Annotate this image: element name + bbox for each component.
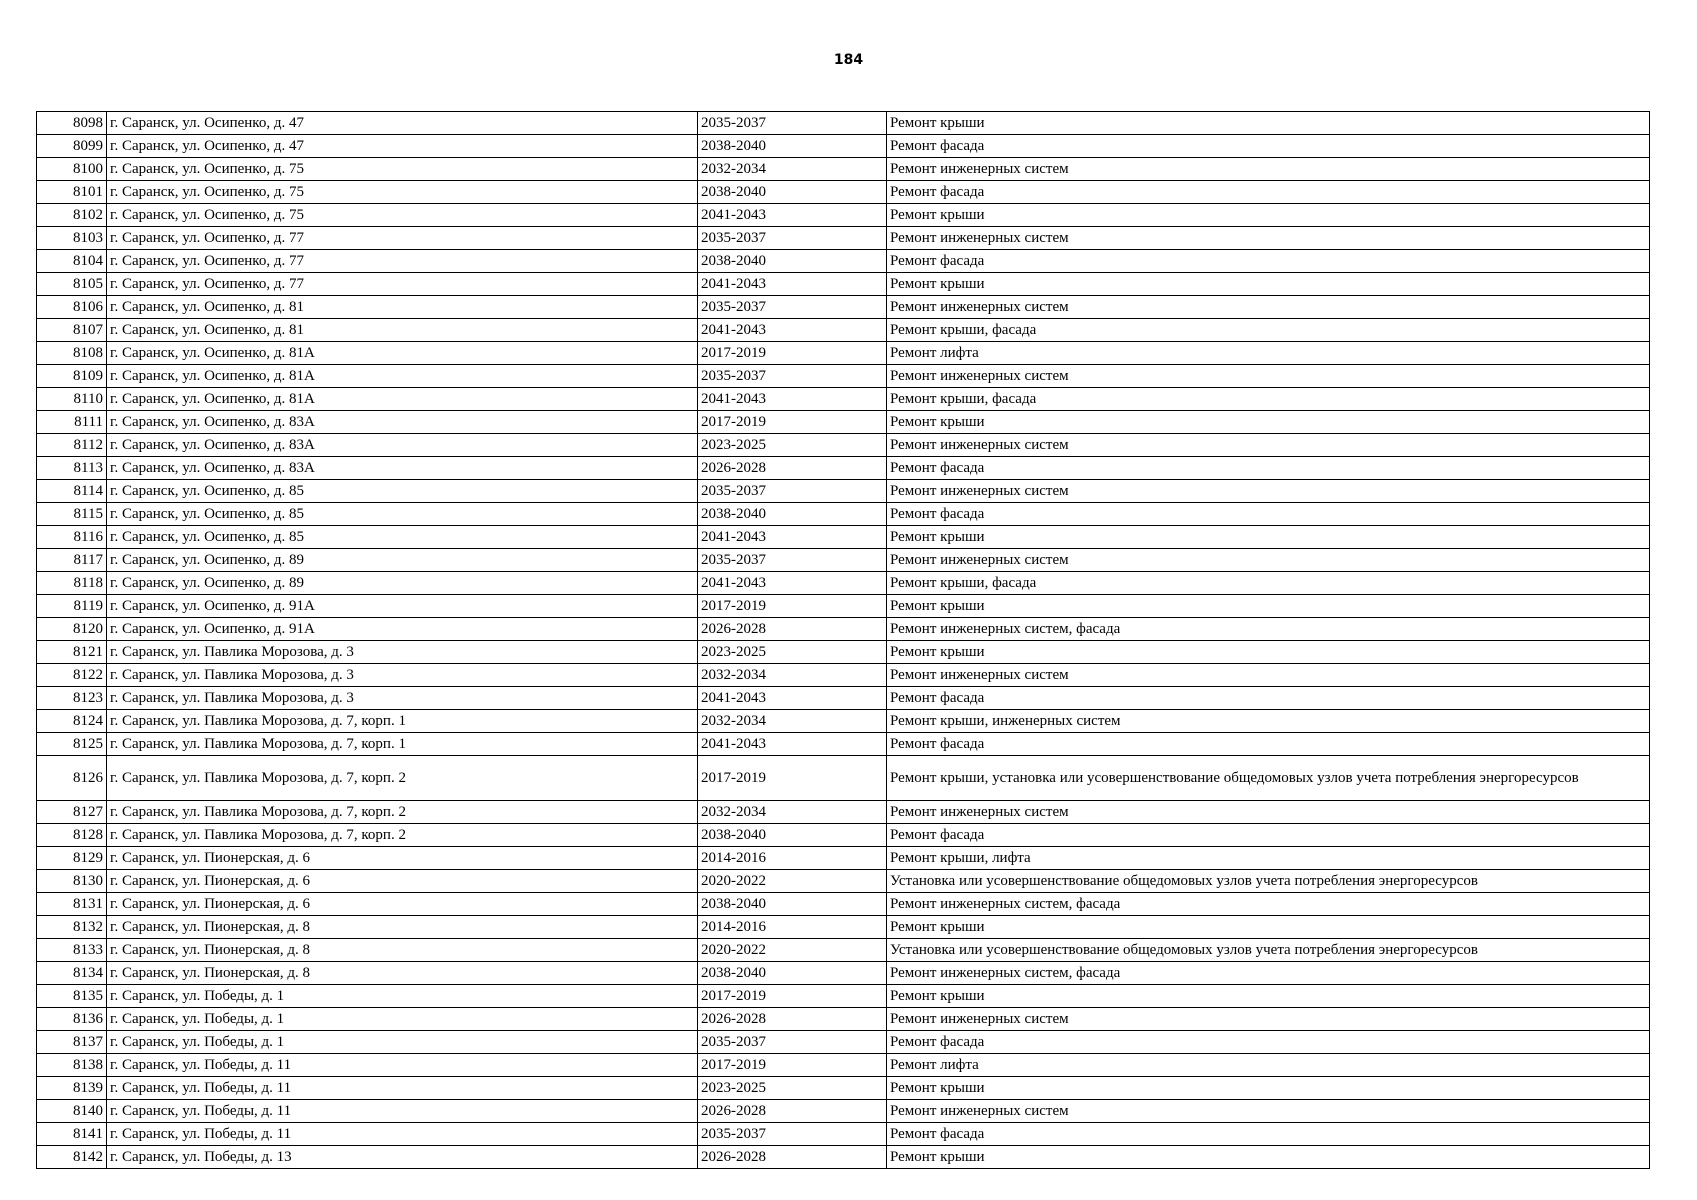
row-number-cell: 8116 (37, 526, 107, 549)
years-cell: 2026-2028 (698, 618, 887, 641)
years-cell: 2035-2037 (698, 112, 887, 135)
address-cell: г. Саранск, ул. Пионерская, д. 8 (107, 962, 698, 985)
table-row (37, 572, 1650, 595)
years-cell: 2014-2016 (698, 916, 887, 939)
row-number-cell: 8102 (37, 204, 107, 227)
address-cell: г. Саранск, ул. Павлика Морозова, д. 3 (107, 687, 698, 710)
years-cell: 2035-2037 (698, 365, 887, 388)
years-cell: 2032-2034 (698, 801, 887, 824)
years-cell: 2038-2040 (698, 181, 887, 204)
work-type-cell: Ремонт крыши (887, 916, 1650, 939)
work-type-cell: Установка или усовершенствование общедомовых узлов учета потребления энергоресурсов (887, 870, 1650, 893)
row-number-cell: 8122 (37, 664, 107, 687)
table-row (37, 733, 1650, 756)
years-cell: 2041-2043 (698, 273, 887, 296)
table-row (37, 296, 1650, 319)
row-number-cell: 8107 (37, 319, 107, 342)
row-number-cell: 8125 (37, 733, 107, 756)
address-cell: г. Саранск, ул. Осипенко, д. 91А (107, 595, 698, 618)
table-row (37, 1008, 1650, 1031)
years-cell: 2023-2025 (698, 641, 887, 664)
row-number-cell: 8106 (37, 296, 107, 319)
address-cell: г. Саранск, ул. Осипенко, д. 91А (107, 618, 698, 641)
table-row (37, 939, 1650, 962)
work-type-cell: Ремонт крыши (887, 1077, 1650, 1100)
address-cell: г. Саранск, ул. Победы, д. 1 (107, 985, 698, 1008)
table-row (37, 847, 1650, 870)
table-row (37, 1054, 1650, 1077)
address-cell: г. Саранск, ул. Пионерская, д. 8 (107, 939, 698, 962)
years-cell: 2020-2022 (698, 870, 887, 893)
table-row (37, 870, 1650, 893)
row-number-cell: 8127 (37, 801, 107, 824)
years-cell: 2041-2043 (698, 388, 887, 411)
table-row (37, 641, 1650, 664)
address-cell: г. Саранск, ул. Пионерская, д. 6 (107, 893, 698, 916)
row-number-cell: 8128 (37, 824, 107, 847)
work-type-cell: Ремонт фасада (887, 687, 1650, 710)
table-row (37, 503, 1650, 526)
row-number-cell: 8142 (37, 1146, 107, 1169)
row-number-cell: 8111 (37, 411, 107, 434)
row-number-cell: 8119 (37, 595, 107, 618)
address-cell: г. Саранск, ул. Осипенко, д. 77 (107, 227, 698, 250)
address-cell: г. Саранск, ул. Осипенко, д. 81А (107, 342, 698, 365)
address-cell: г. Саранск, ул. Осипенко, д. 89 (107, 572, 698, 595)
row-number-cell: 8108 (37, 342, 107, 365)
row-number-cell: 8114 (37, 480, 107, 503)
row-number-cell: 8115 (37, 503, 107, 526)
address-cell: г. Саранск, ул. Осипенко, д. 83А (107, 434, 698, 457)
row-number-cell: 8132 (37, 916, 107, 939)
table-row (37, 595, 1650, 618)
work-type-cell: Ремонт крыши (887, 526, 1650, 549)
work-type-cell: Ремонт фасада (887, 181, 1650, 204)
address-cell: г. Саранск, ул. Осипенко, д. 81 (107, 319, 698, 342)
table-row (37, 342, 1650, 365)
work-type-cell: Ремонт крыши (887, 985, 1650, 1008)
table-row (37, 824, 1650, 847)
years-cell: 2026-2028 (698, 457, 887, 480)
years-cell: 2023-2025 (698, 1077, 887, 1100)
address-cell: г. Саранск, ул. Осипенко, д. 47 (107, 112, 698, 135)
row-number-cell: 8100 (37, 158, 107, 181)
row-number-cell: 8140 (37, 1100, 107, 1123)
work-type-cell: Ремонт инженерных систем (887, 549, 1650, 572)
work-type-cell: Ремонт лифта (887, 342, 1650, 365)
work-type-cell: Ремонт фасада (887, 135, 1650, 158)
table-row (37, 181, 1650, 204)
work-type-cell: Ремонт крыши, фасада (887, 572, 1650, 595)
table-row (37, 227, 1650, 250)
work-type-cell: Ремонт фасада (887, 503, 1650, 526)
row-number-cell: 8133 (37, 939, 107, 962)
address-cell: г. Саранск, ул. Осипенко, д. 81 (107, 296, 698, 319)
address-cell: г. Саранск, ул. Осипенко, д. 77 (107, 273, 698, 296)
row-number-cell: 8130 (37, 870, 107, 893)
table-row (37, 158, 1650, 181)
years-cell: 2041-2043 (698, 687, 887, 710)
table-row (37, 710, 1650, 733)
work-type-cell: Ремонт крыши, установка или усовершенствование общедомовых узлов учета потребления энергоресурсов (887, 756, 1650, 801)
table-row (37, 319, 1650, 342)
work-type-cell: Ремонт инженерных систем (887, 296, 1650, 319)
address-cell: г. Саранск, ул. Осипенко, д. 75 (107, 181, 698, 204)
table-row (37, 526, 1650, 549)
row-number-cell: 8141 (37, 1123, 107, 1146)
address-cell: г. Саранск, ул. Павлика Морозова, д. 7, корп. 2 (107, 824, 698, 847)
work-type-cell: Ремонт крыши (887, 1146, 1650, 1169)
row-number-cell: 8103 (37, 227, 107, 250)
table-row (37, 1031, 1650, 1054)
years-cell: 2023-2025 (698, 434, 887, 457)
table-row (37, 1123, 1650, 1146)
row-number-cell: 8121 (37, 641, 107, 664)
address-cell: г. Саранск, ул. Победы, д. 11 (107, 1123, 698, 1146)
row-number-cell: 8104 (37, 250, 107, 273)
table-row (37, 273, 1650, 296)
table-row (37, 480, 1650, 503)
address-cell: г. Саранск, ул. Павлика Морозова, д. 7, корп. 1 (107, 710, 698, 733)
row-number-cell: 8129 (37, 847, 107, 870)
work-type-cell: Ремонт инженерных систем (887, 158, 1650, 181)
page-number: 184 (833, 52, 864, 68)
address-cell: г. Саранск, ул. Осипенко, д. 83А (107, 411, 698, 434)
work-type-cell: Ремонт инженерных систем, фасада (887, 893, 1650, 916)
table-row (37, 204, 1650, 227)
row-number-cell: 8124 (37, 710, 107, 733)
address-cell: г. Саранск, ул. Пионерская, д. 6 (107, 847, 698, 870)
registry-table (36, 111, 1650, 1169)
address-cell: г. Саранск, ул. Победы, д. 11 (107, 1054, 698, 1077)
work-type-cell: Ремонт крыши, инженерных систем (887, 710, 1650, 733)
address-cell: г. Саранск, ул. Осипенко, д. 75 (107, 204, 698, 227)
years-cell: 2017-2019 (698, 985, 887, 1008)
row-number-cell: 8120 (37, 618, 107, 641)
years-cell: 2035-2037 (698, 1123, 887, 1146)
address-cell: г. Саранск, ул. Павлика Морозова, д. 7, корп. 2 (107, 801, 698, 824)
years-cell: 2035-2037 (698, 296, 887, 319)
address-cell: г. Саранск, ул. Осипенко, д. 77 (107, 250, 698, 273)
row-number-cell: 8117 (37, 549, 107, 572)
years-cell: 2026-2028 (698, 1146, 887, 1169)
address-cell: г. Саранск, ул. Пионерская, д. 8 (107, 916, 698, 939)
table-row (37, 687, 1650, 710)
address-cell: г. Саранск, ул. Осипенко, д. 83А (107, 457, 698, 480)
row-number-cell: 8126 (37, 756, 107, 801)
work-type-cell: Ремонт инженерных систем, фасада (887, 618, 1650, 641)
work-type-cell: Ремонт фасада (887, 457, 1650, 480)
years-cell: 2032-2034 (698, 158, 887, 181)
table-row (37, 756, 1650, 801)
address-cell: г. Саранск, ул. Победы, д. 1 (107, 1008, 698, 1031)
years-cell: 2032-2034 (698, 664, 887, 687)
work-type-cell: Ремонт крыши (887, 273, 1650, 296)
row-number-cell: 8112 (37, 434, 107, 457)
work-type-cell: Ремонт инженерных систем (887, 664, 1650, 687)
years-cell: 2026-2028 (698, 1008, 887, 1031)
address-cell: г. Саранск, ул. Осипенко, д. 75 (107, 158, 698, 181)
table-row (37, 135, 1650, 158)
address-cell: г. Саранск, ул. Осипенко, д. 81А (107, 365, 698, 388)
work-type-cell: Ремонт фасада (887, 824, 1650, 847)
work-type-cell: Ремонт крыши (887, 204, 1650, 227)
row-number-cell: 8118 (37, 572, 107, 595)
years-cell: 2017-2019 (698, 411, 887, 434)
row-number-cell: 8134 (37, 962, 107, 985)
address-cell: г. Саранск, ул. Осипенко, д. 85 (107, 480, 698, 503)
address-cell: г. Саранск, ул. Осипенко, д. 47 (107, 135, 698, 158)
work-type-cell: Ремонт крыши (887, 112, 1650, 135)
table-row (37, 962, 1650, 985)
table-row (37, 112, 1650, 135)
work-type-cell: Ремонт фасада (887, 1031, 1650, 1054)
address-cell: г. Саранск, ул. Павлика Морозова, д. 3 (107, 664, 698, 687)
years-cell: 2017-2019 (698, 342, 887, 365)
years-cell: 2014-2016 (698, 847, 887, 870)
years-cell: 2041-2043 (698, 572, 887, 595)
row-number-cell: 8135 (37, 985, 107, 1008)
table-row (37, 801, 1650, 824)
work-type-cell: Ремонт инженерных систем (887, 434, 1650, 457)
row-number-cell: 8105 (37, 273, 107, 296)
address-cell: г. Саранск, ул. Павлика Морозова, д. 7, корп. 1 (107, 733, 698, 756)
table-row (37, 893, 1650, 916)
years-cell: 2038-2040 (698, 962, 887, 985)
row-number-cell: 8131 (37, 893, 107, 916)
row-number-cell: 8101 (37, 181, 107, 204)
address-cell: г. Саранск, ул. Победы, д. 11 (107, 1077, 698, 1100)
table-row (37, 549, 1650, 572)
work-type-cell: Ремонт крыши, фасада (887, 388, 1650, 411)
address-cell: г. Саранск, ул. Осипенко, д. 81А (107, 388, 698, 411)
years-cell: 2041-2043 (698, 733, 887, 756)
table-row (37, 985, 1650, 1008)
work-type-cell: Ремонт инженерных систем (887, 480, 1650, 503)
row-number-cell: 8138 (37, 1054, 107, 1077)
table-row (37, 434, 1650, 457)
years-cell: 2017-2019 (698, 756, 887, 801)
row-number-cell: 8099 (37, 135, 107, 158)
address-cell: г. Саранск, ул. Павлика Морозова, д. 7, корп. 2 (107, 756, 698, 801)
years-cell: 2041-2043 (698, 204, 887, 227)
years-cell: 2035-2037 (698, 1031, 887, 1054)
years-cell: 2026-2028 (698, 1100, 887, 1123)
table-row (37, 457, 1650, 480)
row-number-cell: 8098 (37, 112, 107, 135)
row-number-cell: 8136 (37, 1008, 107, 1031)
years-cell: 2035-2037 (698, 227, 887, 250)
table-row (37, 664, 1650, 687)
table-row (37, 916, 1650, 939)
row-number-cell: 8123 (37, 687, 107, 710)
years-cell: 2017-2019 (698, 595, 887, 618)
row-number-cell: 8137 (37, 1031, 107, 1054)
work-type-cell: Ремонт инженерных систем (887, 227, 1650, 250)
work-type-cell: Ремонт инженерных систем (887, 365, 1650, 388)
years-cell: 2041-2043 (698, 526, 887, 549)
address-cell: г. Саранск, ул. Победы, д. 13 (107, 1146, 698, 1169)
years-cell: 2038-2040 (698, 135, 887, 158)
years-cell: 2020-2022 (698, 939, 887, 962)
table-row (37, 1077, 1650, 1100)
table-row (37, 618, 1650, 641)
years-cell: 2038-2040 (698, 250, 887, 273)
work-type-cell: Установка или усовершенствование общедомовых узлов учета потребления энергоресурсов (887, 939, 1650, 962)
work-type-cell: Ремонт крыши, лифта (887, 847, 1650, 870)
years-cell: 2041-2043 (698, 319, 887, 342)
work-type-cell: Ремонт крыши (887, 641, 1650, 664)
work-type-cell: Ремонт инженерных систем (887, 801, 1650, 824)
address-cell: г. Саранск, ул. Осипенко, д. 85 (107, 503, 698, 526)
address-cell: г. Саранск, ул. Осипенко, д. 85 (107, 526, 698, 549)
row-number-cell: 8113 (37, 457, 107, 480)
years-cell: 2032-2034 (698, 710, 887, 733)
work-type-cell: Ремонт крыши, фасада (887, 319, 1650, 342)
address-cell: г. Саранск, ул. Пионерская, д. 6 (107, 870, 698, 893)
row-number-cell: 8109 (37, 365, 107, 388)
years-cell: 2038-2040 (698, 503, 887, 526)
table-row (37, 365, 1650, 388)
work-type-cell: Ремонт фасада (887, 250, 1650, 273)
address-cell: г. Саранск, ул. Павлика Морозова, д. 3 (107, 641, 698, 664)
table-row (37, 1146, 1650, 1169)
row-number-cell: 8110 (37, 388, 107, 411)
work-type-cell: Ремонт инженерных систем, фасада (887, 962, 1650, 985)
row-number-cell: 8139 (37, 1077, 107, 1100)
years-cell: 2035-2037 (698, 480, 887, 503)
years-cell: 2017-2019 (698, 1054, 887, 1077)
years-cell: 2038-2040 (698, 893, 887, 916)
work-type-cell: Ремонт фасада (887, 733, 1650, 756)
registry-table-body (37, 112, 1650, 1169)
work-type-cell: Ремонт инженерных систем (887, 1100, 1650, 1123)
table-row (37, 411, 1650, 434)
years-cell: 2035-2037 (698, 549, 887, 572)
work-type-cell: Ремонт инженерных систем (887, 1008, 1650, 1031)
work-type-cell: Ремонт фасада (887, 1123, 1650, 1146)
work-type-cell: Ремонт крыши (887, 411, 1650, 434)
address-cell: г. Саранск, ул. Победы, д. 11 (107, 1100, 698, 1123)
work-type-cell: Ремонт крыши (887, 595, 1650, 618)
address-cell: г. Саранск, ул. Победы, д. 1 (107, 1031, 698, 1054)
address-cell: г. Саранск, ул. Осипенко, д. 89 (107, 549, 698, 572)
work-type-cell: Ремонт лифта (887, 1054, 1650, 1077)
years-cell: 2038-2040 (698, 824, 887, 847)
table-row (37, 250, 1650, 273)
table-row (37, 1100, 1650, 1123)
table-row (37, 388, 1650, 411)
